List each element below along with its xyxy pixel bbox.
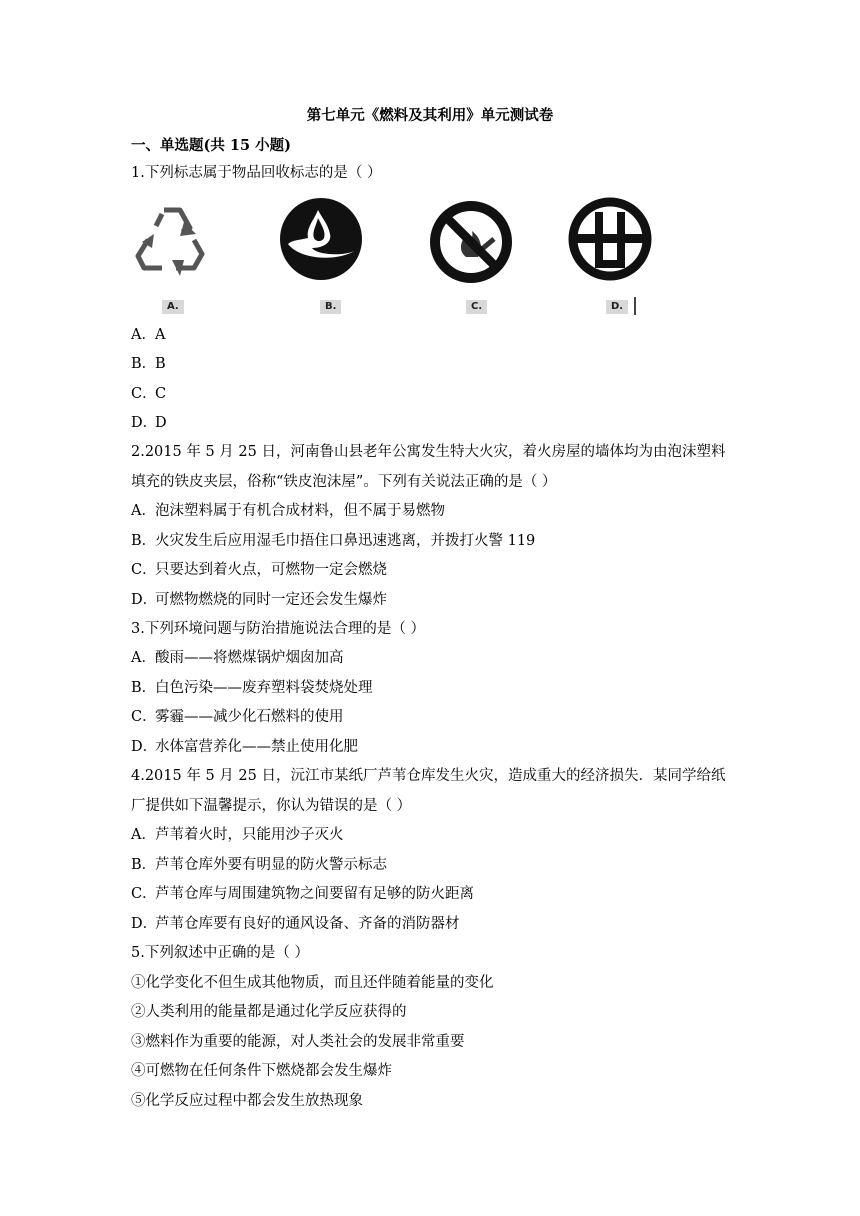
question-4-option-a: A．芦苇着火时，只能用沙子灭火: [131, 827, 344, 843]
question-3-option-d: D．水体富营养化——禁止使用化肥: [131, 739, 358, 755]
question-4-option-d: D．芦苇仓库要有良好的通风设备、齐备的消防器材: [131, 916, 460, 932]
question-1-stem: 1.下列标志属于物品回收标志的是（ ）: [131, 165, 382, 181]
question-3-stem: 3.下列环境问题与防治措施说法合理的是（ ）: [131, 621, 425, 637]
divider: [634, 297, 636, 315]
page-title: 第七单元《燃料及其利用》单元测试卷: [306, 107, 554, 124]
option-image-label: B.: [320, 300, 341, 314]
question-1-option-c: C．C: [131, 386, 167, 402]
question-5-item-3: ③燃料作为重要的能源，对人类社会的发展非常重要: [131, 1034, 465, 1050]
question-5-item-4: ④可燃物在任何条件下燃烧都会发生爆炸: [131, 1063, 392, 1079]
question-1-option-a: A．A: [131, 327, 166, 343]
question-4-stem-line-1: 4.2015 年 5 月 25 日，沅江市某纸厂芦苇仓库发生火灾，造成重大的经济损失．某同学给纸: [131, 768, 726, 784]
no-fire-icon: [428, 199, 514, 285]
option-image-label: A.: [162, 300, 184, 314]
question-2-stem-line-2: 填充的铁皮夹层，俗称“铁皮泡沫屋”。下列有关说法正确的是（ ）: [131, 474, 557, 490]
question-2-option-c: C．只要达到着火点，可燃物一定会燃烧: [131, 562, 387, 578]
water-drop-hand-icon: [278, 196, 364, 282]
question-2-stem-line-1: 2.2015 年 5 月 25 日，河南鲁山县老年公寓发生特大火灾，着火房屋的墙体均为由泡沫塑料: [131, 444, 726, 460]
question-3-option-c: C．雾霾——减少化石燃料的使用: [131, 709, 344, 725]
option-image-label: D.: [606, 300, 628, 314]
recycle-icon: [128, 196, 212, 280]
question-4-option-b: B．芦苇仓库外要有明显的防火警示标志: [131, 857, 387, 873]
question-3-option-b: B．白色污染——废弃塑料袋焚烧处理: [131, 680, 373, 696]
question-5-item-1: ①化学变化不但生成其他物质，而且还伴随着能量的变化: [131, 975, 494, 991]
question-2-option-d: D．可燃物燃烧的同时一定还会发生爆炸: [131, 592, 387, 608]
option-image-label: C.: [466, 300, 487, 314]
question-2-option-b: B．火灾发生后应用湿毛巾捂住口鼻迅速逃离，并拨打火警 119: [131, 533, 536, 549]
question-1-option-b: B．B: [131, 356, 166, 372]
question-5-item-5: ⑤化学反应过程中都会发生放热现象: [131, 1093, 363, 1109]
question-4-stem-line-2: 厂提供如下温馨提示，你认为错误的是（ ）: [131, 798, 412, 814]
circle-emblem-icon: [567, 196, 653, 282]
question-5-item-2: ②人类利用的能量都是通过化学反应获得的: [131, 1004, 407, 1020]
question-1-option-d: D．D: [131, 415, 167, 431]
question-4-option-c: C．芦苇仓库与周围建筑物之间要留有足够的防火距离: [131, 886, 474, 902]
question-2-option-a: A．泡沫塑料属于有机合成材料，但不属于易燃物: [131, 503, 445, 519]
question-5-stem: 5.下列叙述中正确的是（ ）: [131, 945, 309, 961]
section-heading: 一、单选题(共 15 小题): [131, 137, 291, 154]
question-3-option-a: A．酸雨——将燃煤锅炉烟囱加高: [131, 650, 344, 666]
